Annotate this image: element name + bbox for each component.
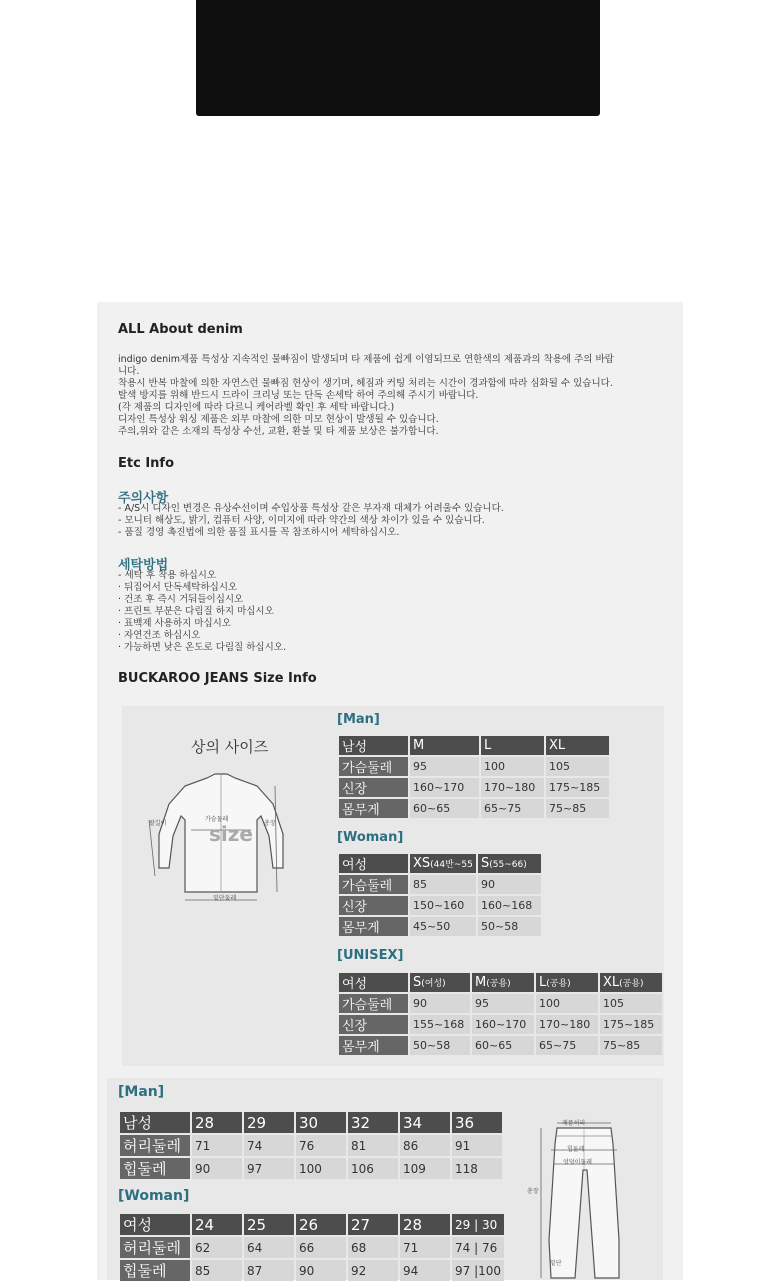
top-diagram-title: 상의 사이즈	[191, 738, 269, 756]
wash-line: · 자연건조 하십시오	[118, 630, 201, 641]
table-row	[339, 875, 541, 894]
row-header: 가슴둘레	[339, 875, 408, 894]
table-row	[339, 917, 541, 936]
table-cell: 100	[296, 1158, 346, 1179]
size-code: XS	[413, 856, 431, 871]
table-cell: 175~185	[600, 1015, 662, 1034]
row-header: 신장	[339, 896, 408, 915]
table-cell: 71	[192, 1135, 242, 1156]
table-header-cell	[410, 973, 470, 992]
table-cell: 160~168	[478, 896, 541, 915]
table-cell: 100	[536, 994, 598, 1013]
table-cell: 97	[244, 1158, 294, 1179]
pants-length-label: 총장	[527, 1188, 539, 1195]
table-row	[339, 1015, 662, 1034]
diagram-length-label: 총장	[264, 820, 276, 827]
wash-line: - 세탁 후 착용 하십시오	[118, 570, 217, 581]
table-row	[339, 994, 662, 1013]
table-cell: 95	[410, 757, 479, 776]
table-header-cell: 여성	[339, 973, 408, 992]
table-header-cell: XL	[546, 736, 609, 755]
caution-line: - A/S시 디자인 변경은 유상수선이며 수입상품 특성상 같은 부자재 대체가 어려울수 있습니다.	[118, 503, 504, 514]
table-row	[120, 1237, 504, 1258]
table-header-cell: M	[410, 736, 479, 755]
table-header-cell: 34	[400, 1112, 450, 1133]
top-unisex-table	[337, 971, 664, 1057]
table-header-cell: 28	[400, 1214, 450, 1235]
size-info-title: BUCKAROO JEANS Size Info	[118, 671, 317, 686]
bottom-man-table	[118, 1110, 504, 1181]
table-header-cell: 27	[348, 1214, 398, 1235]
wash-line: · 프린트 부분은 다림질 하지 마십시오	[118, 606, 274, 617]
bottom-woman-table	[118, 1212, 506, 1283]
pants-hem-label: 밑단	[550, 1260, 562, 1267]
about-line: (각 제품의 디자인에 따라 다르니 케어라벨 확인 후 세탁 바랍니다.)	[118, 402, 395, 413]
table-header-cell	[478, 854, 541, 873]
row-header: 몸무게	[339, 799, 408, 818]
top-woman-label: [Woman]	[337, 830, 404, 845]
table-cell: 106	[348, 1158, 398, 1179]
size-code: XL	[603, 975, 620, 990]
table-header-cell	[410, 854, 476, 873]
size-note: (55~66)	[489, 860, 527, 870]
table-row	[339, 778, 609, 797]
table-cell: 97 |100	[452, 1260, 504, 1281]
table-header-cell: 30	[296, 1112, 346, 1133]
table-cell: 65~75	[536, 1036, 598, 1055]
product-photo	[196, 0, 600, 116]
table-cell: 74	[244, 1135, 294, 1156]
table-cell: 81	[348, 1135, 398, 1156]
table-row	[120, 1135, 502, 1156]
wash-line: · 표백제 사용하지 마십시오	[118, 618, 232, 629]
table-cell: 90	[478, 875, 541, 894]
row-header: 몸무게	[339, 917, 408, 936]
table-header-cell: 36	[452, 1112, 502, 1133]
table-row	[120, 1260, 504, 1281]
size-note: (공용)	[619, 979, 644, 989]
table-cell: 90	[410, 994, 470, 1013]
table-cell: 109	[400, 1158, 450, 1179]
top-man-table	[337, 734, 611, 820]
wash-line: · 건조 후 즉시 거둬들이십시오	[118, 594, 244, 605]
about-title: ALL About denim	[118, 322, 243, 337]
wash-line: · 가능하면 낮은 온도로 다림질 하십시오.	[118, 642, 286, 653]
caution-text	[118, 503, 678, 539]
table-cell: 75~85	[600, 1036, 662, 1055]
about-line: 니다.	[118, 366, 140, 377]
row-header: 몸무게	[339, 1036, 408, 1055]
about-text	[118, 354, 678, 438]
size-code: S	[481, 856, 490, 871]
table-cell: 95	[472, 994, 534, 1013]
size-code: L	[539, 975, 547, 990]
table-cell: 87	[244, 1260, 294, 1281]
table-header-cell: 남성	[120, 1112, 190, 1133]
size-note: (여성)	[421, 979, 446, 989]
table-cell: 62	[192, 1237, 242, 1258]
table-header-cell: 29	[244, 1112, 294, 1133]
table-cell: 64	[244, 1237, 294, 1258]
size-note: (44반~55	[430, 860, 473, 870]
table-header-cell: 29 | 30	[452, 1214, 504, 1235]
table-cell: 170~180	[536, 1015, 598, 1034]
diagram-size-label: size	[209, 822, 253, 846]
diagram-chest-label: 가슴둘레	[205, 816, 229, 823]
table-row	[120, 1158, 502, 1179]
table-cell: 75~85	[546, 799, 609, 818]
about-line: 탈색 방지를 위해 반드시 드라이 크리닝 또는 단독 손세탁 하여 주의해 주시기 바랍니다.	[118, 390, 479, 401]
table-cell: 170~180	[481, 778, 544, 797]
pants-hip-label: 힙둘레	[567, 1146, 585, 1153]
wash-text	[118, 570, 678, 654]
about-line: 디자인 특성상 워싱 제품은 외부 마찰에 의한 미모 현상이 발생될 수 있습니다.	[118, 414, 439, 425]
size-note: (공용)	[486, 979, 511, 989]
table-header-cell: 24	[192, 1214, 242, 1235]
table-cell: 92	[348, 1260, 398, 1281]
table-header-cell: 32	[348, 1112, 398, 1133]
table-header-cell: 여성	[120, 1214, 190, 1235]
bottom-woman-label: [Woman]	[118, 1188, 190, 1204]
table-cell: 105	[600, 994, 662, 1013]
bottom-man-label: [Man]	[118, 1084, 165, 1100]
top-woman-table	[337, 852, 543, 938]
row-header: 힙둘레	[120, 1158, 190, 1179]
table-cell: 50~58	[410, 1036, 470, 1055]
table-cell: 175~185	[546, 778, 609, 797]
table-cell: 105	[546, 757, 609, 776]
caution-title: 주의사항	[118, 491, 169, 506]
table-row	[339, 896, 541, 915]
table-cell: 76	[296, 1135, 346, 1156]
row-header: 신장	[339, 1015, 408, 1034]
table-row	[339, 757, 609, 776]
table-cell: 90	[192, 1158, 242, 1179]
table-header-cell	[472, 973, 534, 992]
row-header: 힙둘레	[120, 1260, 190, 1281]
table-cell: 60~65	[472, 1036, 534, 1055]
caution-line: - 모니터 해상도, 밝기, 컴퓨터 사양, 이미지에 따라 약간의 색상 차이가 있을 수 있습니다.	[118, 515, 485, 526]
about-line: 착용시 반복 마찰에 의한 자연스런 물빠짐 현상이 생기며, 헤짐과 커팅 처리는 시간이 경과함에 따라 심화될 수 있습니다.	[118, 378, 613, 389]
diagram-hem-label: 밑단둘레	[213, 895, 237, 902]
pants-thigh-label: 엉덩이둘레	[563, 1159, 592, 1166]
table-cell: 50~58	[478, 917, 541, 936]
table-header-cell: 26	[296, 1214, 346, 1235]
row-header: 허리둘레	[120, 1135, 190, 1156]
table-row	[339, 799, 609, 818]
table-header-cell	[536, 973, 598, 992]
wash-title: 세탁방법	[118, 558, 169, 573]
table-cell: 68	[348, 1237, 398, 1258]
table-cell: 160~170	[472, 1015, 534, 1034]
etc-title: Etc Info	[118, 456, 175, 471]
table-cell: 94	[400, 1260, 450, 1281]
size-note: (공용)	[546, 979, 571, 989]
table-cell: 160~170	[410, 778, 479, 797]
table-header-cell: 여성	[339, 854, 408, 873]
table-cell: 65~75	[481, 799, 544, 818]
table-cell: 45~50	[410, 917, 476, 936]
row-header: 허리둘레	[120, 1237, 190, 1258]
info-panel	[97, 302, 683, 1280]
table-header-cell: 남성	[339, 736, 408, 755]
size-code: M	[475, 975, 487, 990]
table-cell: 100	[481, 757, 544, 776]
table-header-cell: 25	[244, 1214, 294, 1235]
diagram-sleeve-label: 팔길이	[149, 820, 167, 827]
wash-line: · 뒤집어서 단독세탁하십시오	[118, 582, 238, 593]
table-cell: 85	[192, 1260, 242, 1281]
row-header: 가슴둘레	[339, 757, 408, 776]
table-header-cell	[600, 973, 662, 992]
table-cell: 66	[296, 1237, 346, 1258]
row-header: 신장	[339, 778, 408, 797]
table-cell: 118	[452, 1158, 502, 1179]
table-cell: 86	[400, 1135, 450, 1156]
top-unisex-label: [UNISEX]	[337, 948, 404, 963]
pants-waist-label: 제품허리	[562, 1120, 586, 1127]
table-cell: 155~168	[410, 1015, 470, 1034]
table-cell: 150~160	[410, 896, 476, 915]
size-code: S	[413, 975, 422, 990]
table-header-cell: 28	[192, 1112, 242, 1133]
row-header: 가슴둘레	[339, 994, 408, 1013]
table-cell: 85	[410, 875, 476, 894]
table-cell: 74 | 76	[452, 1237, 504, 1258]
table-cell: 90	[296, 1260, 346, 1281]
table-header-cell: L	[481, 736, 544, 755]
table-cell: 60~65	[410, 799, 479, 818]
about-line: indigo denim제품 특성상 지속적인 물빠짐이 발생되며 타 제품에 쉽게 이염되므로 연한색의 제품과의 착용에 주의 바랍	[118, 354, 614, 365]
table-cell: 91	[452, 1135, 502, 1156]
table-cell: 71	[400, 1237, 450, 1258]
table-row	[339, 1036, 662, 1055]
about-line: 주의,위와 같은 소재의 특성상 수선, 교환, 환불 및 타 제품 보상은 불가합니다.	[118, 426, 439, 437]
top-man-label: [Man]	[337, 712, 380, 727]
caution-line: - 품질 경영 촉진법에 의한 품질 표시를 꼭 참조하시어 세탁하십시오.	[118, 527, 400, 538]
